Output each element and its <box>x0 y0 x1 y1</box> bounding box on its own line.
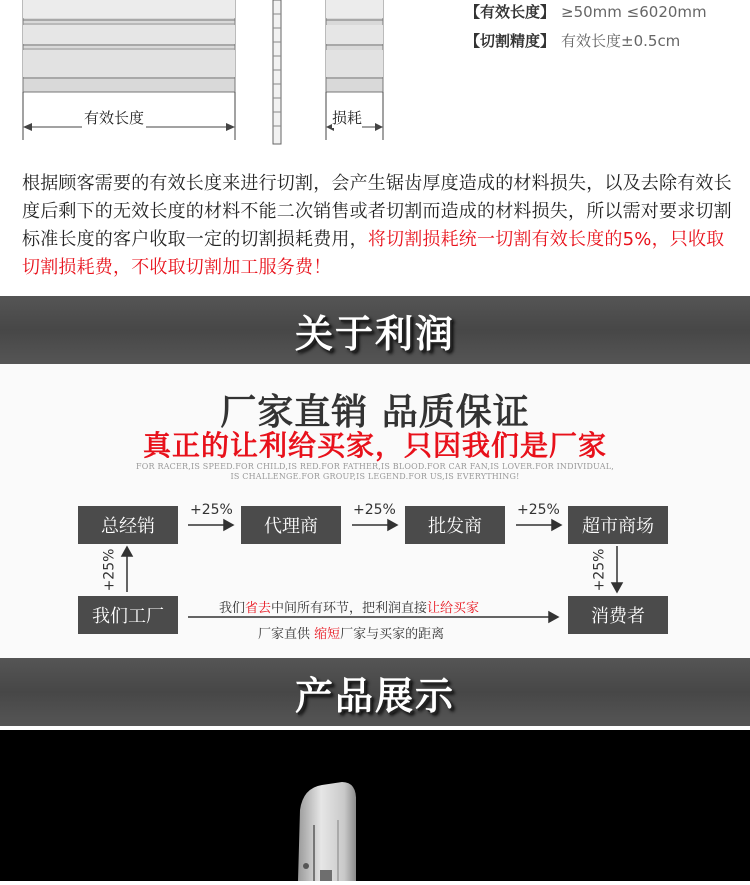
product-display <box>0 730 750 881</box>
explanation-text: 根据顾客需要的有效长度来进行切割，会产生锯齿厚度造成的材料损失，以及去除有效长度后剩下的无效长度的材料不能二次销售或者切割而造成的材料损失，所以需对要求切割标准长度的客户收取一定的切割损耗费用， <box>22 173 732 250</box>
note-text: 中间所有环节，把利润直接 <box>271 601 428 616</box>
loss-label: 损耗 <box>332 109 363 127</box>
cutting-illustration <box>0 0 750 160</box>
node-general-distributor: 总经销 <box>78 506 178 544</box>
markup-label: +25% <box>190 502 233 518</box>
section-title: 关于利润 <box>294 311 455 356</box>
note-highlight: 省去 <box>245 601 272 616</box>
direct-supply-note <box>258 623 444 642</box>
note-text: 我们 <box>219 601 246 616</box>
note-highlight: 让给买家 <box>427 601 480 616</box>
note-highlight: 缩短 <box>314 627 341 642</box>
profit-subheadline: 真正的让利给买家，只因我们是厂家 <box>142 429 607 462</box>
spec-label: 【切割精度】 <box>465 32 556 50</box>
cutting-diagram <box>0 0 750 160</box>
markup-label: +25% <box>591 548 608 592</box>
spec-value: 有效长度±0.5cm <box>561 32 681 50</box>
spec-cutting-precision <box>465 30 680 51</box>
section-header-product <box>0 658 750 726</box>
spec-label: 【有效长度】 <box>465 3 556 21</box>
node-our-factory: 我们工厂 <box>78 596 178 634</box>
explanation-highlight: 将切割损耗统一切割有效长度的5%，只收取切割损耗费，不收取切割加工服务费！ <box>22 229 725 278</box>
note-text: 厂家与买家的距离 <box>340 627 445 642</box>
note-text: 厂家直供 <box>258 627 315 642</box>
effective-length-label: 有效长度 <box>84 109 145 127</box>
direct-sale-note <box>219 597 479 616</box>
node-supermarket: 超市商场 <box>568 506 668 544</box>
markup-label: +25% <box>353 502 396 518</box>
markup-label: +25% <box>517 502 560 518</box>
product-photo <box>0 730 750 881</box>
section-header-profit <box>0 296 750 364</box>
profit-headline: 厂家直销 品质保证 <box>220 392 530 433</box>
profit-section <box>0 364 750 658</box>
markup-label: +25% <box>101 548 118 592</box>
english-tagline-line2: IS CHALLENGE.FOR GROUP,IS LEGEND.FOR US,IS EVERYTHING! <box>230 472 520 481</box>
section-title: 产品展示 <box>294 673 455 718</box>
node-agent: 代理商 <box>241 506 341 544</box>
node-consumer: 消费者 <box>568 596 668 634</box>
english-tagline-line1: FOR RACER,IS SPEED.FOR CHILD,IS RED.FOR FATHER,IS BLOOD.FOR CAR FAN,IS LOVER.FOR INDIVIDUAL, <box>136 462 614 471</box>
spec-value: ≥50mm ≤6020mm <box>561 3 707 21</box>
spec-effective-length <box>465 1 707 22</box>
cutting-loss-explanation <box>22 170 734 282</box>
node-wholesaler: 批发商 <box>405 506 505 544</box>
